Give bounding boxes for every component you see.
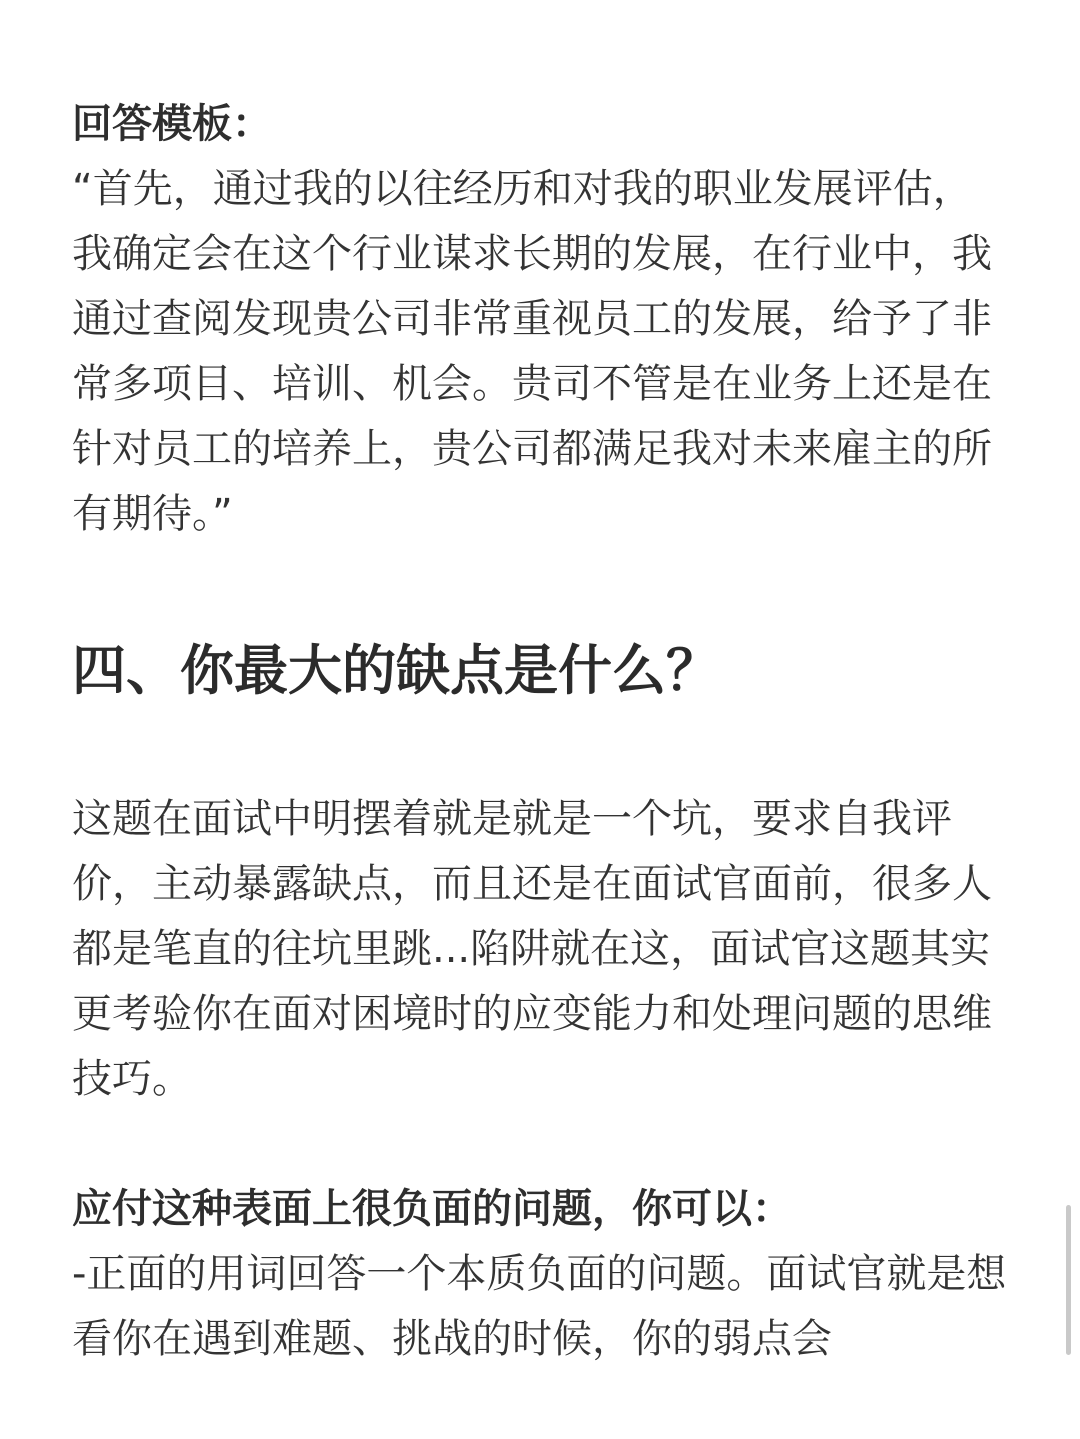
article-content bbox=[72, 92, 1008, 1372]
weakness-tip-item: -正面的用词回答一个本质负面的问题。面试官就是想看你在遇到难题、挑战的时候，你的弱点会 bbox=[72, 1251, 1007, 1362]
answer-template-text: “首先，通过我的以往经历和对我的职业发展评估，我确定会在这个行业谋求长期的发展，在行业中，我通过查阅发现贵公司非常重视员工的发展，给予了非常多项目、培训、机会。贵司不管是在业务上还是在针对员工的培养上，贵公司都满足我对未来雇主的所有期待。” bbox=[72, 166, 992, 537]
weakness-intro-block bbox=[72, 787, 1008, 1112]
answer-template-label: 回答模板： bbox=[72, 101, 272, 147]
weakness-tips-block bbox=[72, 1177, 1008, 1372]
scrollbar-thumb[interactable] bbox=[1066, 1205, 1071, 1355]
weakness-intro-text: 这题在面试中明摆着就是就是一个坑，要求自我评价，主动暴露缺点，而且还是在面试官面前，很多人都是笔直的往坑里跳...陷阱就在这，面试官这题其实更考验你在面对困境时的应变能力和处理问题的思维技巧。 bbox=[72, 796, 992, 1102]
answer-template-block bbox=[72, 92, 1008, 547]
weakness-tips-label: 应付这种表面上很负面的问题，你可以： bbox=[72, 1186, 792, 1232]
section-heading-weakness: 四、你最大的缺点是什么？ bbox=[72, 639, 720, 702]
